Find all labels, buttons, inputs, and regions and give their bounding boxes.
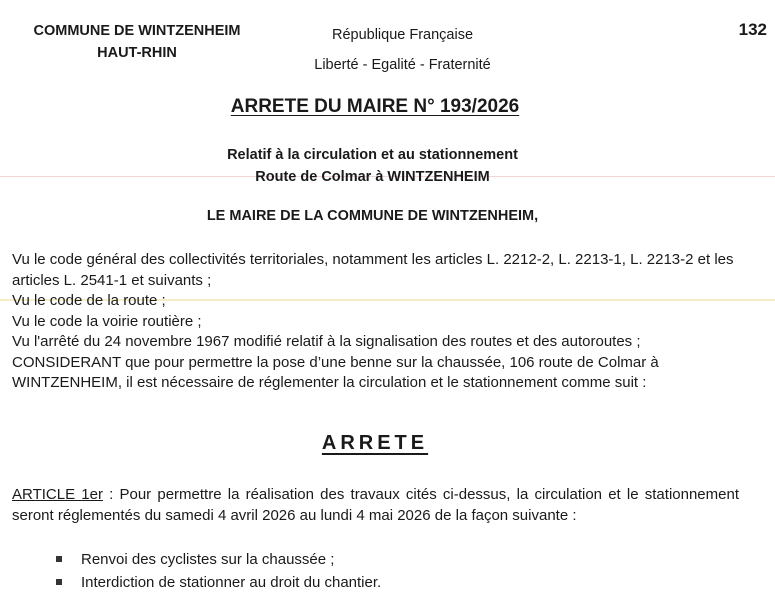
article-label: ARTICLE 1er: [12, 486, 103, 503]
list-item: [56, 548, 381, 571]
considerant-paragraph: Vu l'arrêté du 24 novembre 1967 modifié relatif à la signalisation des routes et des autoroutes ;: [12, 333, 641, 350]
republic-name: République Française: [331, 27, 474, 43]
department-name: HAUT-RHIN: [97, 45, 177, 61]
square-bullet-icon: [56, 579, 62, 585]
article-text: : Pour permettre la réalisation des travaux cités ci-dessus, la circulation et le stationnement seront réglementés du samedi 4 avril 2026 au lundi 4 mai 2026 de la façon suivante :: [12, 486, 739, 524]
decree-title: ARRETE DU MAIRE N° 193/2026: [230, 96, 520, 117]
measure-text: Renvoi des cyclistes sur la chaussée ;: [81, 551, 335, 568]
commune-name: COMMUNE DE WINTZENHEIM: [33, 23, 241, 39]
article-1: [12, 484, 739, 526]
square-bullet-icon: [56, 556, 62, 562]
measure-text: Interdiction de stationner au droit du chantier.: [81, 574, 382, 591]
republic-header: [290, 20, 515, 80]
mayor-heading: LE MAIRE DE LA COMMUNE DE WINTZENHEIM,: [206, 208, 539, 224]
considerant-paragraph: CONSIDERANT que pour permettre la pose d’une benne sur la chaussée, 106 route de Colmar à WINTZENHEIM, il est nécessaire de réglementer la circulation et le stationnement comme suit :: [12, 353, 659, 391]
commune-header: [22, 20, 252, 64]
considerant-paragraph: Vu le code la voirie routière ;: [12, 312, 202, 330]
decree-subtitle: [0, 144, 745, 188]
considerants-block: [12, 250, 764, 394]
page-number: 132: [738, 20, 767, 39]
subtitle-line: Relatif à la circulation et au stationnement: [227, 147, 518, 163]
republic-motto: Liberté - Egalité - Fraternité: [314, 57, 491, 73]
list-item: [56, 571, 381, 594]
measures-list: [56, 548, 381, 594]
considerant-paragraph: Vu le code de la route ;: [12, 292, 166, 309]
considerant-paragraph: Vu le code général des collectivités territoriales, notamment les articles L. 2212-2, L. 2213-1, L. 2213-2 et les articles L. 2541-1 et suivants ;: [12, 251, 734, 289]
subtitle-line: Route de Colmar à WINTZENHEIM: [255, 169, 490, 185]
arrete-heading: ARRETE: [321, 432, 429, 454]
